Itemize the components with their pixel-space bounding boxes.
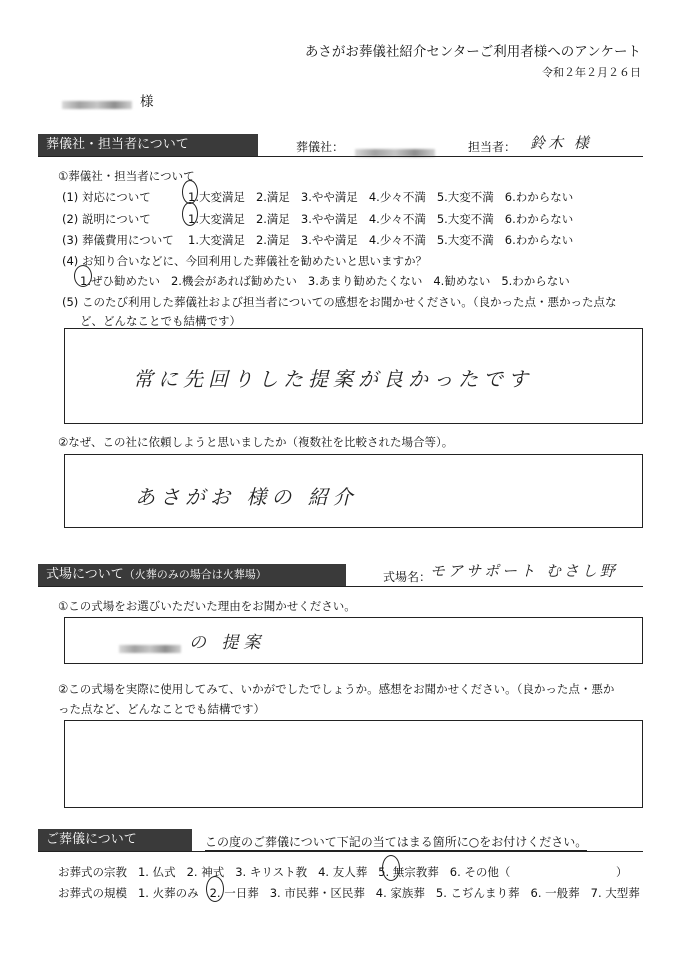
option: 3. 市民葬・区民葬: [269, 886, 365, 900]
venue-q1-answer-box[interactable]: [64, 617, 643, 664]
q1-item-2-options: [188, 211, 573, 227]
staff-name-handwritten: 鈴木 様: [530, 134, 592, 152]
option: 1.大変満足: [188, 233, 245, 247]
section1-rule: [38, 156, 643, 157]
section-funeral-company-banner: 葬儀社・担当者について: [38, 134, 258, 156]
section-venue-banner: [38, 564, 346, 586]
section-venue-note: （火葬のみの場合は火葬場）: [123, 568, 267, 581]
scale-label: お葬式の規模: [58, 886, 127, 900]
survey-title: あさがお葬儀社紹介センターご利用者様へのアンケート: [304, 44, 641, 60]
answer-circle: [182, 180, 198, 204]
q5-answer-box[interactable]: [64, 328, 643, 424]
option: 3.やや満足: [300, 190, 358, 204]
option: 2. 神式: [186, 865, 225, 879]
section-venue-title: 式場について: [46, 567, 124, 582]
option: 4.少々不満: [368, 212, 426, 226]
option: 5.大変不満: [436, 190, 494, 204]
option: 1.大変満足: [188, 212, 245, 226]
answer-circle: [382, 855, 400, 881]
venue-q1-question: ①この式場をお選びいただいた理由をお聞かせください。: [58, 599, 356, 613]
option: 6. 一般葬: [530, 886, 580, 900]
option: 2. 一日葬: [209, 886, 259, 900]
option: 2.満足: [255, 212, 290, 226]
company-name-redacted: [355, 142, 435, 161]
q2-question: ②なぜ、この社に依頼しようと思いましたか（複数社を比較された場合等）。: [58, 435, 454, 449]
option: 1. 火葬のみ: [137, 886, 199, 900]
answer-circle: [182, 202, 198, 226]
religion-label: お葬式の宗教: [58, 865, 127, 879]
venue-q1-redacted-name: [119, 638, 181, 657]
venue-q2-question-line1: ②この式場を実際に使用してみて、いかがでしたでしょうか。感想をお聞かせください。（良かった点・悪か: [58, 682, 615, 696]
customer-name-redacted: [62, 94, 132, 113]
venue-name-handwritten: モアサポート むさし野: [430, 562, 618, 580]
option: 5.大変不満: [436, 212, 494, 226]
q5-question-line2: ど、どんなことでも結構です）: [80, 314, 241, 328]
option: 3. キリスト教: [235, 865, 308, 879]
option: 1.ぜひ勧めたい: [80, 274, 160, 288]
option: 5. 無宗教葬: [378, 865, 439, 879]
option: 1. 仏式: [137, 865, 176, 879]
option: 5.わからない: [501, 274, 570, 288]
option: 6.わからない: [504, 212, 574, 226]
section3-instruction: この度のご葬儀について下記の当てはまる箇所に○をお付けください。: [205, 835, 588, 849]
option: 4.勧めない: [433, 274, 491, 288]
q1-item-3-options: [188, 232, 573, 248]
religion-row: [58, 864, 510, 880]
q4-question: (4) お知り合いなどに、今回利用した葬儀社を勧めたいと思いますか？: [62, 254, 427, 268]
option: 6.わからない: [504, 190, 574, 204]
venue-q2-question-line2: った点など、どんなことでも結構です）: [58, 702, 265, 716]
q1-item-2-label: (2) 説明について: [62, 212, 151, 226]
option: 4.少々不満: [368, 190, 426, 204]
religion-other-close: ）: [616, 865, 628, 879]
q2-answer-box[interactable]: [64, 454, 643, 528]
q4-options: [80, 273, 570, 289]
q5-handwritten-answer: 常に先回りした提案が良かったです: [133, 367, 533, 391]
q2-handwritten-answer: あさがお 様の 紹介: [135, 485, 358, 509]
answer-circle: [74, 265, 92, 287]
section-funeral-banner: ご葬儀について: [38, 829, 192, 851]
q1-heading: ①葬儀社・担当者について: [58, 169, 195, 183]
venue-q1-handwritten-answer: の 提案: [189, 633, 266, 653]
venue-label: 式場名：: [383, 570, 432, 584]
option: 2.満足: [255, 190, 290, 204]
answer-circle: [206, 876, 224, 902]
survey-date: 令和２年２月２６日: [542, 66, 641, 79]
option: 5. こぢんまり葬: [435, 886, 520, 900]
customer-suffix: 様: [140, 94, 154, 110]
section2-rule: [38, 586, 643, 587]
staff-label: 担当者：: [468, 140, 517, 154]
option: 3.あまり勧めたくない: [307, 274, 423, 288]
option: 3.やや満足: [300, 212, 358, 226]
section3-rule: [38, 851, 643, 852]
q1-item-3-label: (3) 葬儀費用について: [62, 233, 174, 247]
option: 2.機会があれば勧めたい: [170, 274, 297, 288]
q5-question-line1: (5) このたび利用した葬儀社および担当者についての感想をお聞かせください。（良かった点・悪かった点な: [62, 295, 617, 309]
option: 4. 友人葬: [318, 865, 368, 879]
option: 4.少々不満: [368, 233, 426, 247]
company-label: 葬儀社：: [296, 140, 345, 154]
option: 3.やや満足: [300, 233, 358, 247]
scale-row: [58, 885, 640, 901]
option: 1.大変満足: [188, 190, 245, 204]
option: 2.満足: [255, 233, 290, 247]
q1-item-1-options: [188, 189, 573, 205]
option: 5.大変不満: [436, 233, 494, 247]
option: 6. その他（: [449, 865, 511, 879]
option: 7. 大型葬: [590, 886, 640, 900]
q1-item-1-label: (1) 対応について: [62, 190, 151, 204]
option: 4. 家族葬: [375, 886, 425, 900]
venue-q2-answer-box[interactable]: [64, 720, 643, 808]
option: 6.わからない: [504, 233, 574, 247]
